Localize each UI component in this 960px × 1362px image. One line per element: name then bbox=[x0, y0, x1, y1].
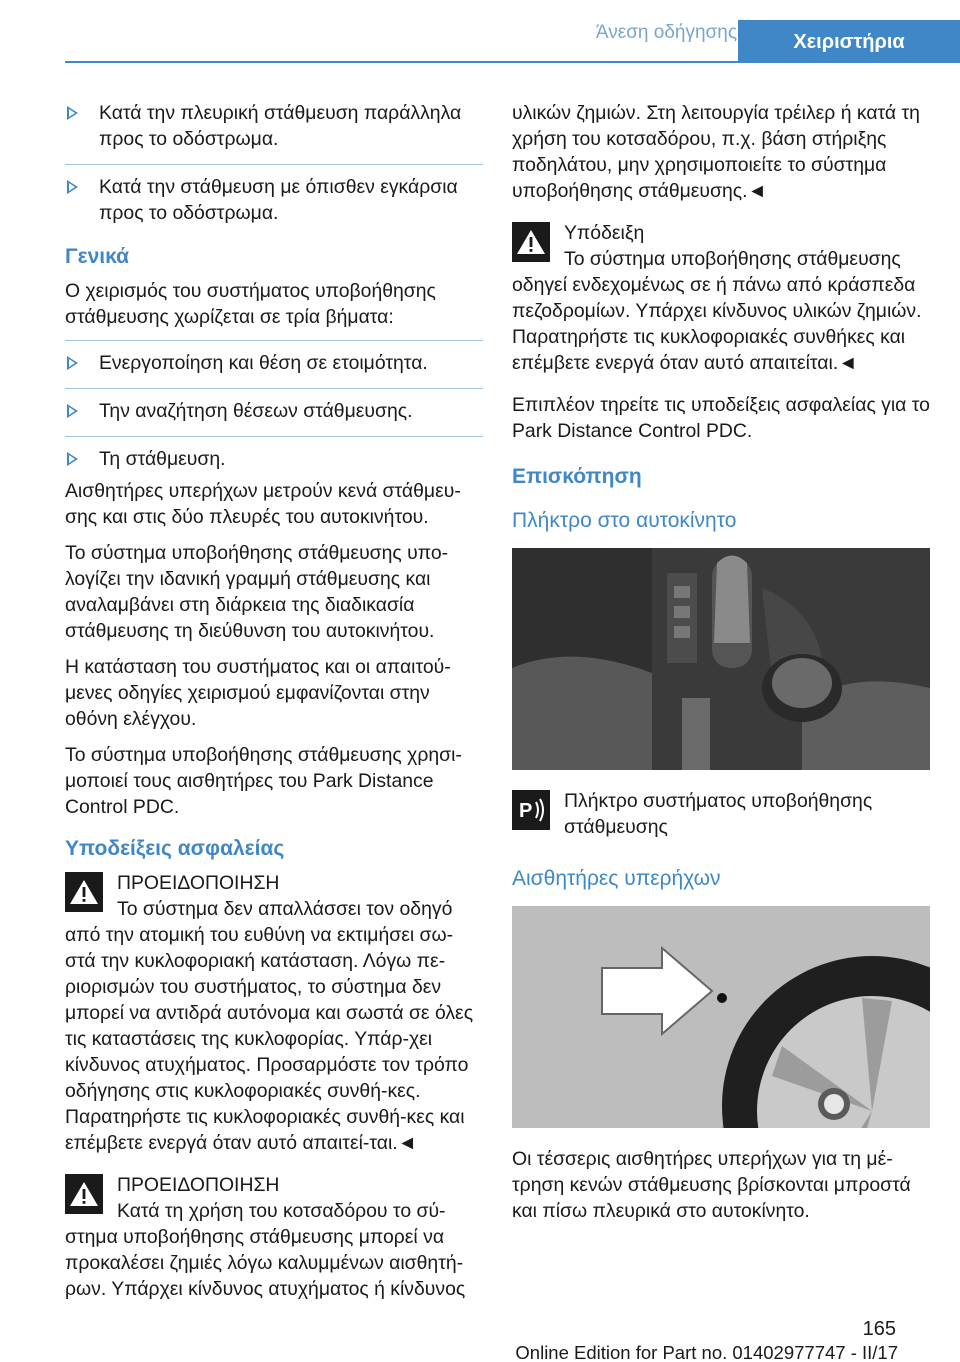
warning-block bbox=[65, 870, 483, 1156]
paragraph: Η κατάσταση του συστήματος και οι απαιτού-μενες οδηγίες χειρισμού εμφανίζονται στην οθόνη ελέγχου. bbox=[65, 656, 451, 730]
center-console-photo bbox=[512, 548, 930, 770]
triangle-bullet-icon bbox=[67, 404, 78, 418]
warning-block bbox=[65, 1172, 483, 1302]
heading-button-in-car: Πλήκτρο στο αυτοκίνητο bbox=[512, 509, 737, 532]
note-title: Υπόδειξη bbox=[564, 222, 645, 244]
heading-safety: Υποδείξεις ασφαλείας bbox=[65, 837, 285, 860]
warning-triangle-icon bbox=[512, 222, 550, 262]
paragraph: Το σύστημα υποβοήθησης στάθμευσης υπο-λογίζει την ιδανική γραμμή στάθμευσης και αναλαμβάνει στη διάρκεια της διαδικασία στάθμευσης τη διεύθυνση του αυτοκινήτου. bbox=[65, 542, 449, 642]
heading-overview: Επισκόπηση bbox=[512, 465, 642, 488]
heading-general: Γενικά bbox=[65, 245, 130, 268]
warning-text: Κατά τη χρήση του κοτσαδόρου το σύ-στημα υποβοήθησης στάθμευσης μπορεί να προκαλέσει ζημιές λόγω καλυμμένων αισθητή-ρων. Υπάρχει κίνδυνος ατυχήματος ή κίνδυνος bbox=[65, 1200, 466, 1300]
svg-text:P: P bbox=[519, 800, 533, 822]
parking-assist-button-icon bbox=[512, 790, 550, 830]
figure-caption bbox=[512, 788, 930, 840]
bullet-text: Κατά την πλευρική στάθμευση παράλληλα προς το οδόστρωμα. bbox=[99, 102, 462, 150]
paragraph: Αισθητήρες υπερήχων μετρούν κενά στάθμευ-σης και στις δύο πλευρές του αυτοκινήτου. bbox=[65, 480, 461, 528]
step-item bbox=[65, 340, 483, 376]
triangle-bullet-icon bbox=[67, 180, 78, 194]
header-divider bbox=[65, 61, 960, 63]
edition-line: Online Edition for Part no. 01402977747 - II/17 bbox=[515, 1342, 898, 1362]
page-number: 165 bbox=[862, 1318, 896, 1340]
warning-text: Το σύστημα δεν απαλλάσσει τον οδηγό από την ατομική του ευθύνη να εκτιμήσει σω-στά την κυκλοφοριακή κατάσταση. Λόγω πε-ριορισμών του συστήματος, το σύστημα δεν μπορεί να αντιδρά αυτόνομα και σωστά σε όλες τις καταστάσεις της κυκλοφορίας. Υπάρ-χει κίνδυνος ατυχήματος. Προσαρμόστε τον τρόπο οδήγησης στις κυκλοφοριακές συνθή-κες. Παρατηρήστε τις κυκλοφοριακές συνθή-κες και επέμβετε ενεργά όταν αυτό απαιτεί-ται.◄ bbox=[65, 898, 474, 1154]
warning-title: ΠΡΟΕΙΔΟΠΟΙΗΣΗ bbox=[117, 872, 280, 894]
warning-triangle-icon bbox=[65, 1174, 103, 1214]
bullet-item bbox=[65, 100, 483, 152]
warning-title: ΠΡΟΕΙΔΟΠΟΙΗΣΗ bbox=[117, 1174, 280, 1196]
sensors-description: Οι τέσσερις αισθητήρες υπερήχων για τη μέ-τρηση κενών στάθμευσης βρίσκονται μπροστά και πίσω πλευρικά στο αυτοκίνητο. bbox=[512, 1148, 911, 1222]
warning-continuation: υλικών ζημιών. Στη λειτουργία τρέιλερ ή κατά τη χρήση του κοτσαδόρου, π.χ. βάση στήριξης ποδηλάτου, μην χρησιμοποιείτε το σύστημα υποβοήθησης στάθμευσης.◄ bbox=[512, 102, 920, 202]
step-text: Τη στάθμευση. bbox=[99, 448, 226, 470]
running-header-chapter-tab: Χειριστήρια bbox=[738, 20, 960, 62]
step-item bbox=[65, 388, 483, 424]
general-intro: Ο χειρισμός του συστήματος υποβοήθησης στάθμευσης χωρίζεται σε τρία βήματα: bbox=[65, 280, 436, 328]
step-text: Την αναζήτηση θέσεων στάθμευσης. bbox=[99, 400, 413, 422]
note-text: Το σύστημα υποβοήθησης στάθμευσης οδηγεί ενδεχομένως σε ή πάνω από κράσπεδα πεζοδρομίων. Υπάρχει κίνδυνος υλικών ζημιών. Παρατηρήστε τις κυκλοφοριακές συνθήκες και επέμβετε ενεργά όταν αυτό απαιτείται.◄ bbox=[512, 248, 922, 374]
running-header-section: Άνεση οδήγησης bbox=[595, 22, 737, 43]
triangle-bullet-icon bbox=[67, 356, 78, 370]
note-block bbox=[512, 220, 930, 376]
triangle-bullet-icon bbox=[67, 106, 78, 120]
left-column bbox=[65, 100, 483, 1318]
paragraph: Το σύστημα υποβοήθησης στάθμευσης χρησι-μοποιεί τους αισθητήρες του Park Distance Control PDC. bbox=[65, 744, 462, 818]
paragraph: Επιπλέον τηρείτε τις υποδείξεις ασφαλείας για το Park Distance Control PDC. bbox=[512, 394, 930, 442]
wheel-sensor-photo bbox=[512, 906, 930, 1128]
step-item bbox=[65, 436, 483, 472]
bullet-item bbox=[65, 164, 483, 226]
warning-triangle-icon bbox=[65, 872, 103, 912]
triangle-bullet-icon bbox=[67, 452, 78, 466]
step-text: Ενεργοποίηση και θέση σε ετοιμότητα. bbox=[99, 352, 428, 374]
caption-text: Πλήκτρο συστήματος υποβοήθησης στάθμευσης bbox=[564, 790, 873, 838]
right-column bbox=[512, 100, 930, 1234]
bullet-text: Κατά την στάθμευση με όπισθεν εγκάρσια προς το οδόστρωμα. bbox=[99, 176, 458, 224]
heading-ultrasonic-sensors: Αισθητήρες υπερήχων bbox=[512, 867, 721, 890]
page-footer bbox=[0, 1318, 960, 1362]
